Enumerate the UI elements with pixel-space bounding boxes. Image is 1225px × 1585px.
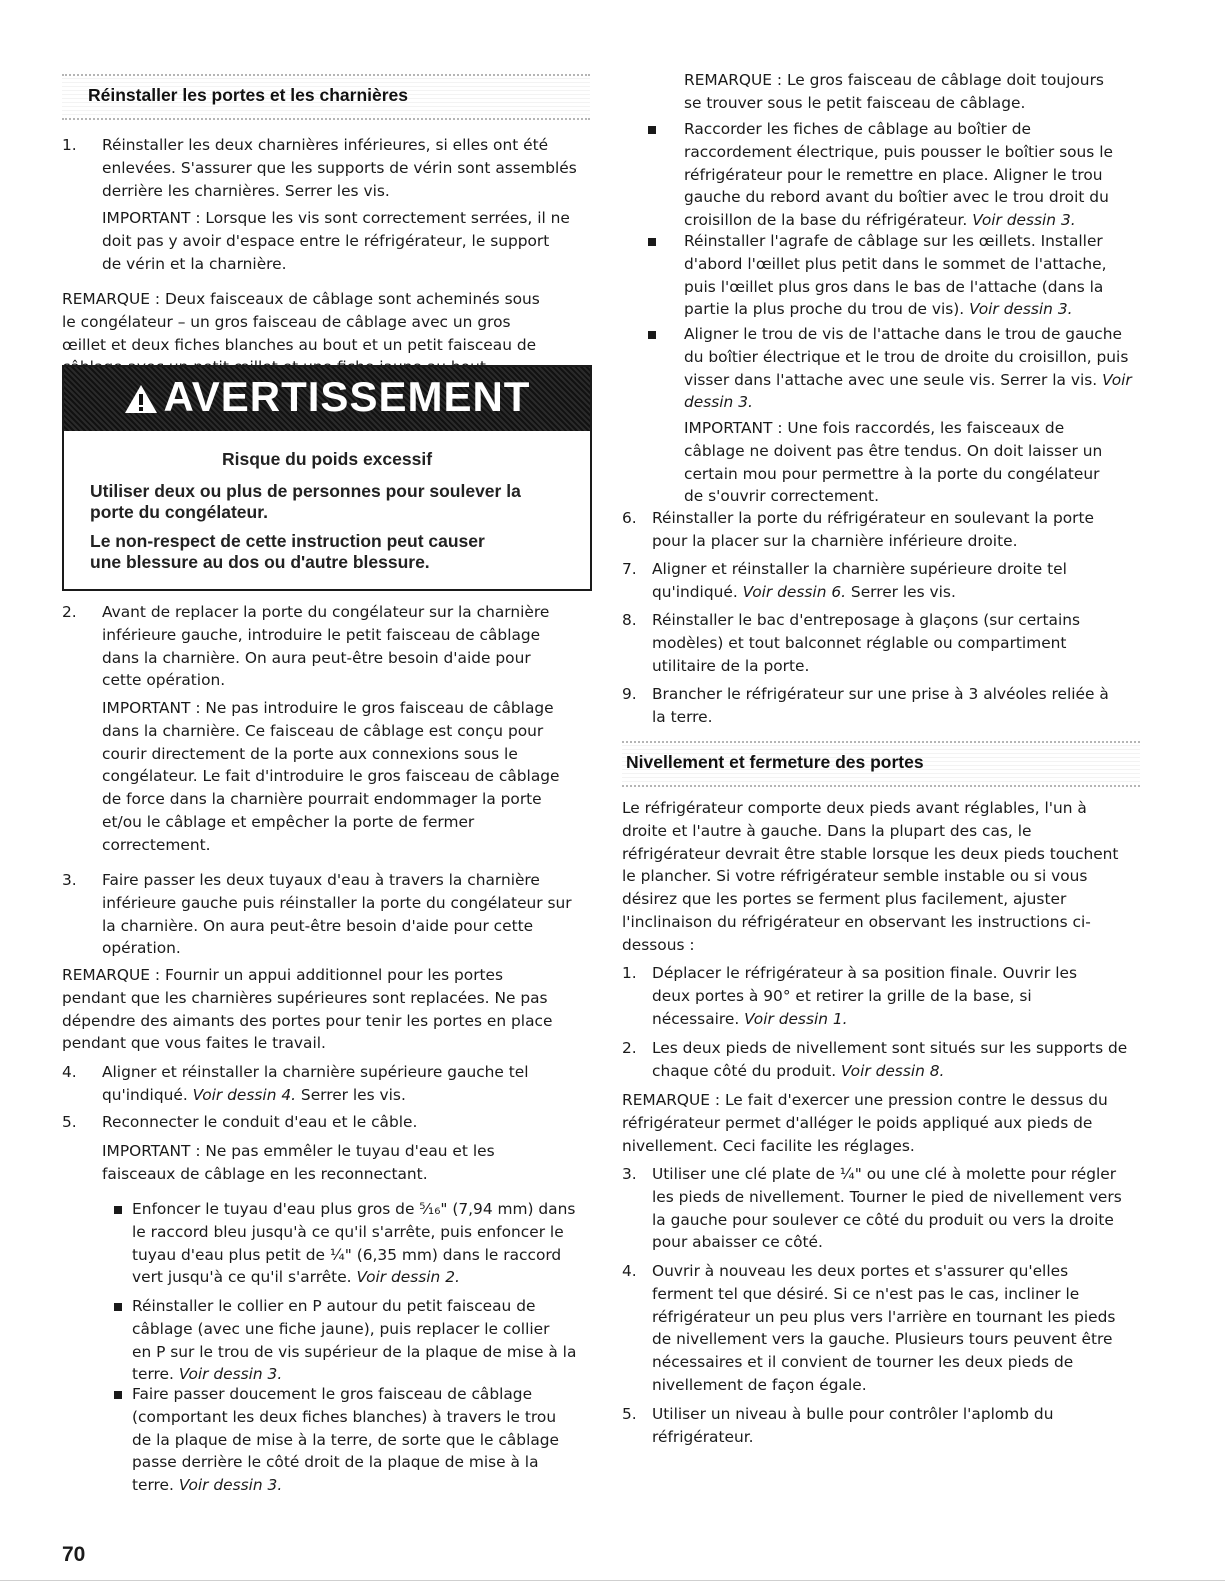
section-heading-leveling (622, 741, 1140, 787)
drawing-reference: dessin 3. (684, 393, 753, 412)
step-number: 3. (62, 871, 77, 889)
step-4-text: Aligner et réinstaller la charnière supérieure gauche tel qu'indiqué. Voir dessin 4. Serrer les vis. (102, 1063, 529, 1104)
warning-consequence: Le non-respect de cette instruction peut causer une blessure au dos ou d'autre blessure. (90, 531, 485, 572)
bullet-p-clamp: Réinstaller le collier en P autour du petit faisceau de câblage (avec une fiche jaune), puis replacer le collier en P sur le trou de vis supérieur de la plaque de mise à la terre. Voir dessin 3. (132, 1297, 577, 1384)
drawing-reference: Voir (1102, 370, 1132, 389)
step-number: 1. (622, 964, 637, 982)
step-number: 6. (622, 509, 637, 527)
bullet-square-icon (114, 1303, 122, 1311)
drawing-reference: Voir dessin 6. (742, 582, 847, 601)
bullet-square-icon (114, 1206, 122, 1214)
step-9-text: Brancher le réfrigérateur sur une prise à 3 alvéoles reliée à la terre. (652, 685, 1109, 726)
step-number: 5. (622, 1405, 637, 1423)
warning-title: AVERTISSEMENT (163, 373, 531, 420)
step-number: 3. (622, 1165, 637, 1183)
step-number: 8. (622, 611, 637, 629)
step-7-text: Aligner et réinstaller la charnière supérieure droite tel qu'indiqué. Voir dessin 6. Serrer les vis. (652, 560, 1067, 601)
step-number: 7. (622, 560, 637, 578)
leveling-step-5: Utiliser un niveau à bulle pour contrôler l'aplomb du réfrigérateur. (652, 1405, 1054, 1446)
warning-subtitle: Risque du poids excessif (221, 449, 433, 469)
remarque-support: REMARQUE : Fournir un appui additionnel pour les portes pendant que les charnières supérieures sont replacées. Ne pas dépendre des aimants des portes pour tenir les portes en place pendant que vous faites le travail. (62, 966, 553, 1053)
drawing-reference: Voir dessin 3. (178, 1365, 283, 1384)
important-slack: IMPORTANT : Une fois raccordés, les faisceaux de câblage ne doivent pas être tendus. On doit laisser un certain mou pour permettre à la porte du congélateur de s'ouvrir correctement. (684, 419, 1103, 506)
drawing-reference: Voir dessin 1. (744, 1009, 848, 1028)
step-2-text: Avant de replacer la porte du congélateur sur la charnière inférieure gauche, introduire le petit faisceau de câblage dans la charnière. On aura peut-être besoin d'aide pour cette opération. (102, 603, 550, 690)
bullet-square-icon (648, 238, 656, 246)
bullet-large-harness: Faire passer doucement le gros faisceau de câblage (comportant les deux fiches blanches) à travers le trou de la plaque de mise à la terre, de sorte que le câblage passe derrière le côté droit de la plaque de mise à la terre. Voir dessin 3. (132, 1385, 560, 1495)
leveling-step-2: Les deux pieds de nivellement sont situés sur les supports de chaque côté du produit. Voir dessin 8. (652, 1039, 1128, 1080)
step-6-text: Réinstaller la porte du réfrigérateur en soulevant la porte pour la placer sur la charnière inférieure droite. (652, 509, 1094, 550)
step-number: 4. (622, 1262, 637, 1280)
warning-triangle-icon (124, 383, 158, 415)
warning-box (62, 365, 592, 591)
remarque-wiring: REMARQUE : Deux faisceaux de câblage sont acheminés sous le congélateur – un gros faisceau de câblage avec un gros œillet et deux fiches blanches au bout et un petit faisceau de (62, 290, 540, 354)
remarque-harness-order: REMARQUE : Le gros faisceau de câblage doit toujours se trouver sous le petit faisceau de câblage. (684, 71, 1104, 112)
drawing-reference: Voir dessin 8. (841, 1061, 945, 1080)
step-8-text: Réinstaller le bac d'entreposage à glaçons (sur certains modèles) et tout balconnet réglable ou compartiment utilitaire de la porte. (652, 611, 1081, 675)
drawing-reference: Voir dessin 3. (969, 300, 1073, 319)
bottom-rule (0, 1580, 1225, 1581)
bullet-wire-clip: Réinstaller l'agrafe de câblage sur les œillets. Installer d'abord l'œillet plus petit dans le sommet de l'attache, puis l'œillet plus gros dans le bas de l'attache (dans la partie la plus proche du trou de vis). Voir dessin 3. (684, 232, 1107, 319)
bullet-square-icon (114, 1391, 122, 1399)
drawing-reference: Voir dessin 2. (356, 1268, 460, 1287)
bullet-square-icon (648, 331, 656, 339)
remarque-pressure: REMARQUE : Le fait d'exercer une pression contre le dessus du réfrigérateur permet d'alléger le poids appliqué aux pieds de nivellement. Ceci facilite les réglages. (622, 1091, 1108, 1155)
step-5-important: IMPORTANT : Ne pas emmêler le tuyau d'eau et les faisceaux de câblage en les reconnectant. (102, 1142, 495, 1183)
step-number: 2. (62, 603, 77, 621)
step-1-text: Réinstaller les deux charnières inférieures, si elles ont été enlevées. S'assurer que les supports de vérin sont assemblés derrière les charnières. Serrer les vis. (102, 136, 577, 200)
step-5-text: Reconnecter le conduit d'eau et le câble. (102, 1113, 418, 1131)
drawing-reference: Voir dessin 3. (178, 1476, 283, 1495)
step-1-important: IMPORTANT : Lorsque les vis sont correctement serrées, il ne doit pas y avoir d'espace entre le réfrigérateur, le support de vérin et la charnière. (102, 209, 570, 273)
step-number: 5. (62, 1113, 77, 1131)
warning-banner (64, 367, 590, 431)
step-number: 2. (622, 1039, 637, 1057)
step-3-text: Faire passer les deux tuyaux d'eau à travers la charnière inférieure gauche puis réinstaller la porte du congélateur sur la charnière. On aura peut-être besoin d'aide pour cette opération. (102, 871, 572, 958)
bullet-square-icon (648, 126, 656, 134)
leveling-step-3: Utiliser une clé plate de ¼" ou une clé à molette pour régler les pieds de nivellement. Tourner le pied de nivellement vers la gauche pour soulever ce côté du produit ou vers la droite pour abaisser ce côté. (652, 1165, 1122, 1252)
leveling-step-4: Ouvrir à nouveau les deux portes et s'assurer qu'elles ferment tel que désiré. Si ce n'est pas le cas, incliner le réfrigérateur un peu plus vers l'arrière en tournant les pieds de nivellement vers la gauche. Plusieurs tours peuvent être nécessaires et il convient de tourner les deux pieds de nivellement de façon égale. (652, 1262, 1116, 1394)
step-number: 4. (62, 1063, 77, 1081)
drawing-reference: Voir dessin 4. (192, 1085, 297, 1104)
step-2-important: IMPORTANT : Ne pas introduire le gros faisceau de câblage dans la charnière. Ce faisceau de câblage est conçu pour courir directement de la porte aux connexions sous le congélateur. Le fait d'introduire le gros faisceau de câblage de force dans la charnière pourrait endommager la porte et/ou le câblage et empêcher la porte de fermer correctement. (102, 699, 560, 854)
section-title: Réinstaller les portes et les charnières (88, 85, 409, 105)
bullet-connect-plugs: Raccorder les fiches de câblage au boîtier de raccordement électrique, puis pousser le boîtier sous le réfrigérateur pour le remettre en place. Aligner le trou gauche du rebord avant du boîtier avec le trou droit du croisillon de la base du réfrigérateur. Voir dessin 3. (684, 120, 1113, 230)
bullet-align-screw: Aligner le trou de vis de l'attache dans le trou de gauche du boîtier électrique et le trou de droite du croisillon, puis visser dans l'attache avec une seule vis. Serrer la vis. Voir dessin 3. (684, 325, 1132, 412)
step-number: 9. (622, 685, 637, 703)
leveling-step-1: Déplacer le réfrigérateur à sa position finale. Ouvrir les deux portes à 90° et retirer la grille de la base, si nécessaire. Voir dessin 1. (652, 964, 1078, 1028)
step-number: 1. (62, 136, 77, 154)
section-heading-reinstall (62, 74, 590, 120)
section-title: Nivellement et fermeture des portes (626, 752, 924, 772)
warning-instruction: Utiliser deux ou plus de personnes pour soulever la porte du congélateur. (90, 481, 521, 522)
bullet-water-tubes: Enfoncer le tuyau d'eau plus gros de ⁵⁄₁₆" (7,94 mm) dans le raccord bleu jusqu'à ce qu'il s'arrête, puis enfoncer le tuyau d'eau plus petit de ¼" (6,35 mm) dans le raccord vert jusqu'à ce qu'il s'arrête. Voir dessin 2. (132, 1200, 576, 1287)
leveling-intro: Le réfrigérateur comporte deux pieds avant réglables, l'un à droite et l'autre à gauche. Dans la plupart des cas, le réfrigérateur devrait être stable lorsque les deux pieds touchent le plancher. Si votre réfrigérateur semble instable ou si vous désirez que les portes se ferment plus facilement, ajuster l'inclinaison du réfrigérateur en observant les instructions ci- dessous : (622, 799, 1119, 954)
drawing-reference: Voir dessin 3. (972, 211, 1076, 230)
page-number: 70 (62, 1543, 86, 1566)
